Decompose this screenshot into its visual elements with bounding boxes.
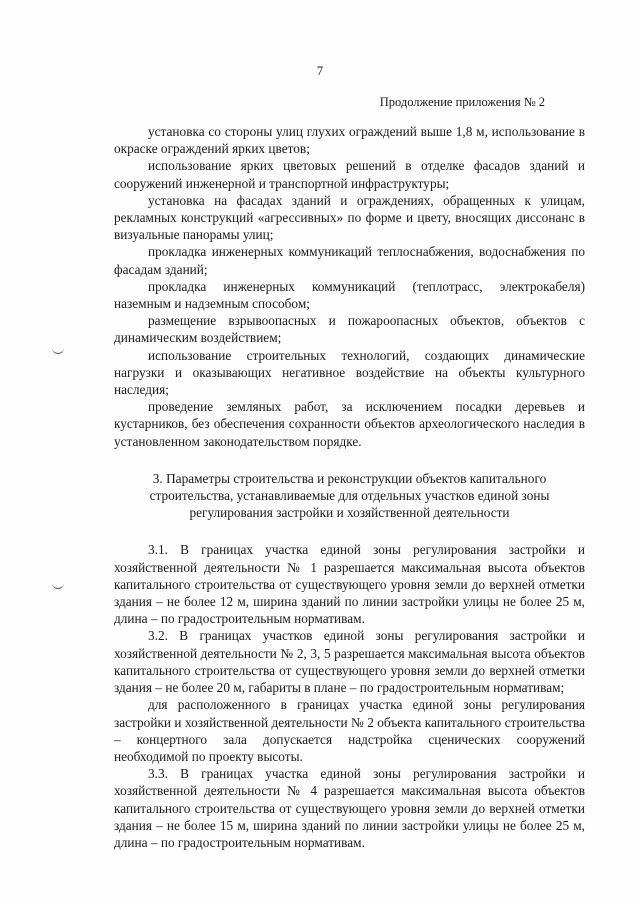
section-clause: для расположенного в границах участка единой зоны регулирования застройки и хозяйственной деятельности № 2 объекта капитального строительства – концертного зала допускается надстройка сценических сооружений необходимой по проекту высоты. xyxy=(114,697,585,764)
prohibition-item: установка со стороны улиц глухих ограждений выше 1,8 м, использование в окраске ограждений ярких цветов; xyxy=(114,124,585,157)
section-clause: 3.2. В границах участков единой зоны регулирования застройки и хозяйственной деятельности № 2, 3, 5 разрешается максимальная высота объектов капитального строительства от существующего уровня земли до верхней отметки здания – не более 20 м, габариты в плане – по градостроительным нормативам; xyxy=(114,628,585,696)
prohibition-item: использование строительных технологий, создающих динамические нагрузки и оказывающих негативное воздействие на объекты культурного наследия; xyxy=(114,347,585,398)
prohibition-item: проведение земляных работ, за исключением посадки деревьев и кустарников, без обеспечения сохранности объектов археологического наследия в установленном законодательством порядке. xyxy=(114,399,585,449)
section-clause: 3.1. В границах участка единой зоны регулирования застройки и хозяйственной деятельности № 1 разрешается максимальная высота объектов капитального строительства от существующего уровня земли до верхней отметки здания – не более 12 м, ширина зданий по линии застройки улицы не более 25 м, длина – по градостроительным нормативам. xyxy=(114,542,585,627)
margin-scan-mark xyxy=(52,582,64,589)
prohibition-item: установка на фасадах зданий и ограждениях, обращенных к улицам, рекламных конструкций «агрессивных» по форме и цвету, вносящих диссонанс в визуальные панорамы улиц; xyxy=(114,192,585,243)
prohibition-item: прокладка инженерных коммуникаций (теплотрасс, электрокабеля) наземным и надземным способом; xyxy=(114,278,585,312)
prohibition-item: размещение взрывоопасных и пожароопасных объектов, объектов с динамическим воздействием; xyxy=(114,313,585,346)
page-number: 7 xyxy=(316,64,324,78)
margin-scan-mark xyxy=(52,347,64,354)
prohibition-item: прокладка инженерных коммуникаций теплоснабжения, водоснабжения по фасадам зданий; xyxy=(114,244,585,277)
section-clause: 3.3. В границах участка единой зоны регулирования застройки и хозяйственной деятельности № 4 разрешается максимальная высота объектов капитального строительства от существующего уровня земли до верхней отметки здания – не более 15 м, ширина зданий по линии застройки улицы не более 25 м, длина – по градостроительным нормативам. xyxy=(114,766,585,850)
document-body xyxy=(114,123,585,851)
prohibition-item: использование ярких цветовых решений в отделке фасадов зданий и сооружений инженерной и транспортной инфраструктуры; xyxy=(114,158,585,191)
section-heading: 3. Параметры строительства и реконструкции объектов капитального строительства, устанавливаемые для отдельных участков единой зоны регулирования застройки и хозяйственной деятельности xyxy=(149,470,550,521)
appendix-continuation-note: Продолжение приложения № 2 xyxy=(379,95,545,109)
